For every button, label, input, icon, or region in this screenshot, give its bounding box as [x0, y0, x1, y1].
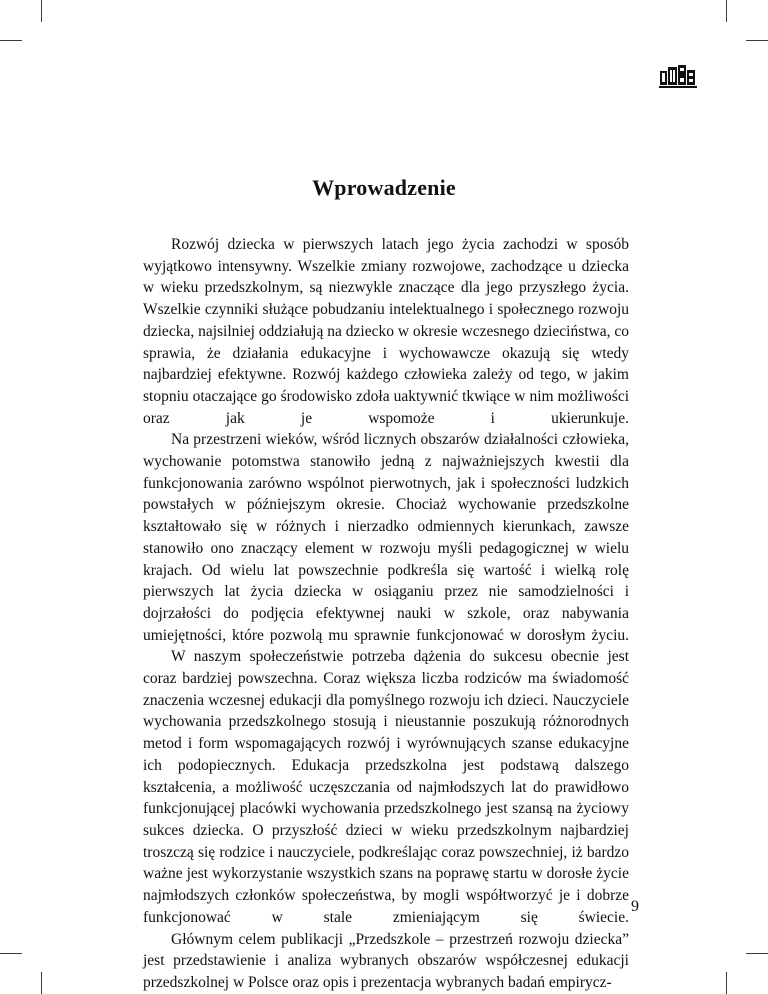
crop-mark: [746, 40, 768, 41]
page-number: 9: [631, 898, 639, 915]
body-text: [143, 234, 629, 994]
crop-mark: [746, 953, 768, 954]
paragraph: Rozwój dziecka w pierwszych latach jego życia zachodzi w sposób wyjątkowo intensywny. Wszelkie zmiany rozwojowe, zachodzące u dziecka w wieku przedszkolnym, są niezwykle znaczące dla jego przyszłego życia. Wszelkie czynniki służące pobudzaniu intelektualnego i społecznego rozwoju dziecka, najsilniej oddziałują na dziecko w okresie wczesnego dzieciństwa, co sprawia, że działania edukacyjne i wychowawcze okazują się wtedy najbardziej efektywne. Rozwój każdego człowieka zależy od tego, w jakim stopniu otaczające go środowisko zdoła uaktywnić tkwiące w nim możliwości oraz jak je wspomoże i ukierunkuje.: [143, 236, 629, 427]
paragraph: Na przestrzeni wieków, wśród licznych obszarów działalności człowieka, wychowanie potomstwa stanowiło jedną z najważniejszych kwestii dla funkcjonowania zarówno wspólnot pierwotnych, jak i społeczności ludzkich powstałych w późniejszym okresie. Chociaż wychowanie przedszkolne kształtowało się w różnych i nierzadko odmiennych kierunkach, zawsze stanowiło ono znaczący element w rozwoju myśli pedagogicznej w wielu krajach. Od wielu lat powszechnie podkreśla się wartość i wielką rolę pierwszych lat życia dziecka w osiąganiu przez nie samodzielności i dojrzałości do podjęcia efektywnej nauki w szkole, oraz nabywania umiejętności, które pozwolą mu sprawnie funkcjonować w dorosłym życiu.: [143, 431, 629, 644]
umcs-publisher-logo-icon: [659, 64, 697, 88]
paragraph: W naszym społeczeństwie potrzeba dążenia do sukcesu obecnie jest coraz bardziej powszechna. Coraz większa liczba rodziców ma świadomość znaczenia wczesnej edukacji dla pomyślnego rozwoju ich dzieci. Nauczyciele wychowania przedszkolnego stosują i nieustannie poszukują różnorodnych metod i form wspomagających rozwój i wyrównujących szanse edukacyjne ich podopiecznych. Edukacja przedszkolna jest podstawą dalszego kształcenia, a możliwość uczęszczania od najmłodszych lat do prawidłowo funkcjonującej placówki wychowania przedszkolnego jest szansą na życiowy sukces dziecka. O przyszłość dzieci w wieku przedszkolnym najbardziej troszczą się rodzice i nauczyciele, podkreślając coraz powszechniej, iż bardzo ważne jest wykorzystanie wszystkich szans na poprawę startu w dorosłe życie najmłodszych członków społeczeństwa, by mogli współtworzyć je i dobrze funkcjonować w stale zmieniającym się świecie.: [143, 648, 629, 926]
crop-mark: [41, 0, 42, 22]
crop-mark: [0, 40, 22, 41]
chapter-title: Wprowadzenie: [312, 175, 456, 200]
crop-mark: [41, 972, 42, 994]
crop-mark: [726, 0, 727, 22]
crop-mark: [726, 972, 727, 994]
paragraph: Głównym celem publikacji „Przedszkole – przestrzeń rozwoju dziecka” jest przedstawienie i analiza wybranych obszarów współczesnej edukacji przedszkolnej w Polsce oraz opis i prezentacja wybranych badań empirycz-: [143, 930, 629, 991]
crop-mark: [0, 953, 22, 954]
